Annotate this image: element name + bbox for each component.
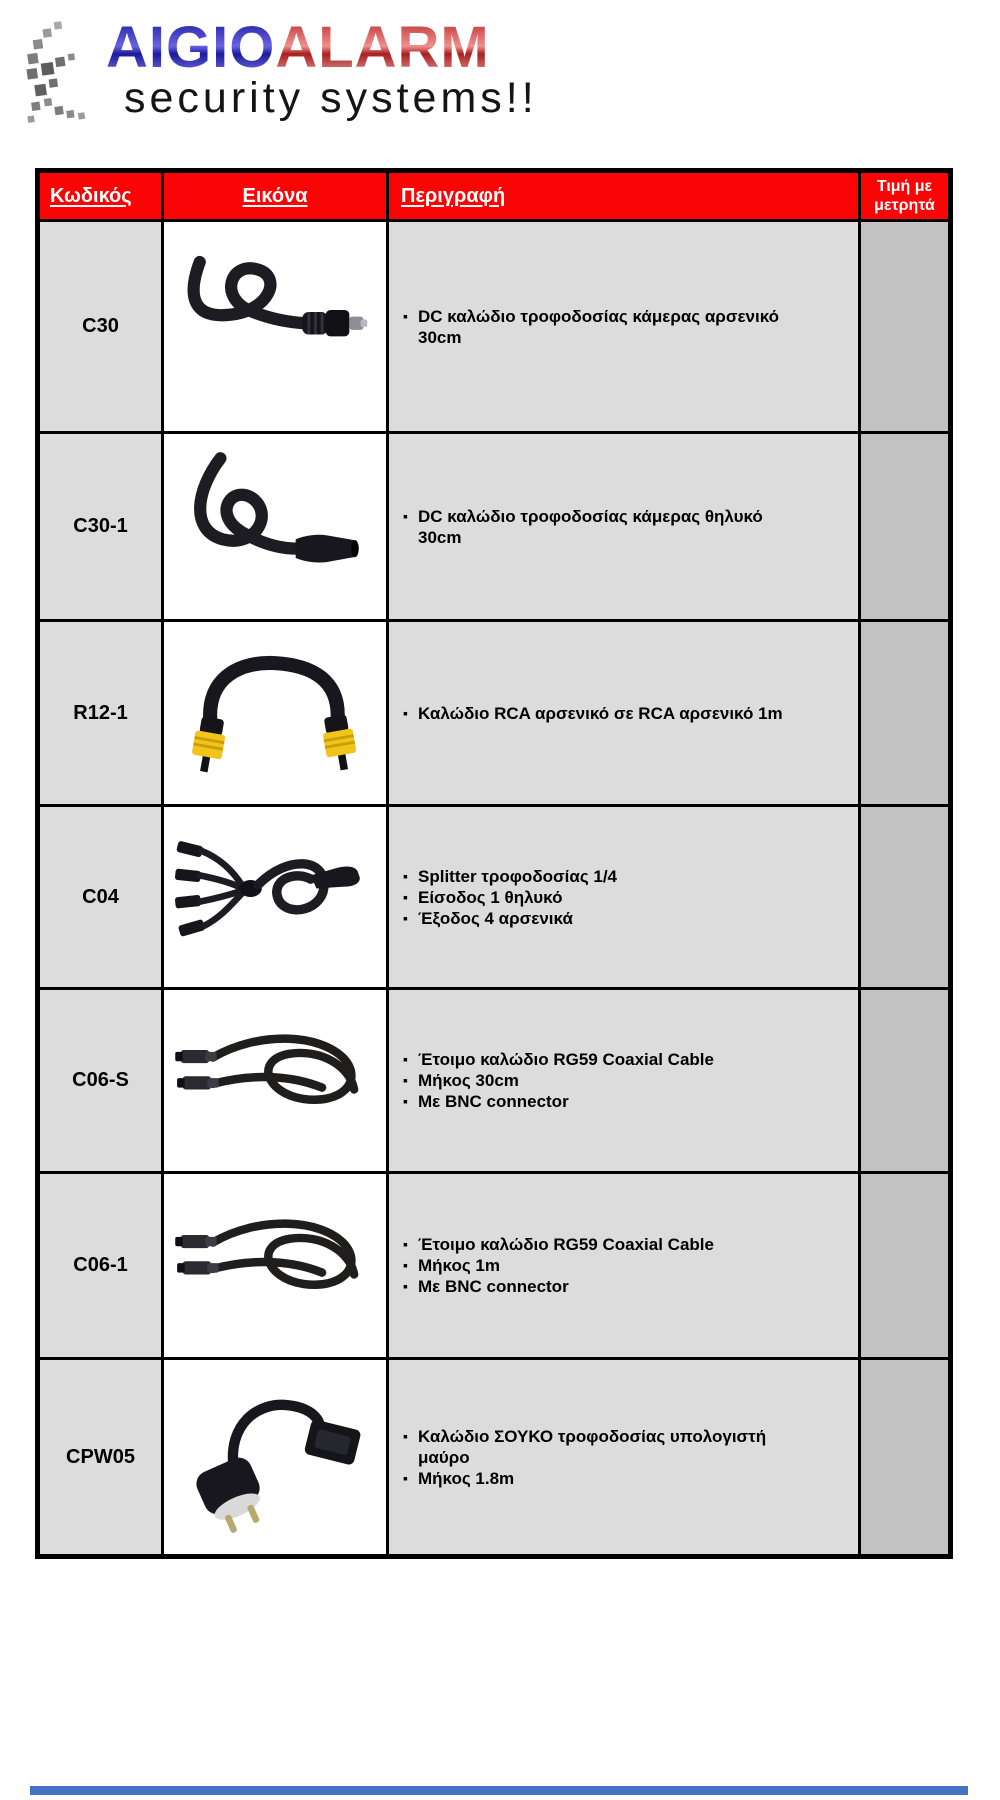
table-header	[38, 171, 951, 221]
table-row	[38, 1359, 951, 1557]
product-description-cell	[388, 221, 860, 433]
description-bullet: ▪ DC καλώδιο τροφοδοσίας κάμερας αρσενικό 30cm	[403, 306, 801, 348]
brand-primary: AIGIO	[106, 15, 276, 80]
bnc-coax-cable-image	[169, 1186, 381, 1346]
description-bullet: ▪ DC καλώδιο τροφοδοσίας κάμερας θηλυκό 30cm	[403, 506, 801, 548]
product-code-cell	[38, 1359, 163, 1557]
product-description-cell	[388, 806, 860, 989]
table-row	[38, 806, 951, 989]
product-code: C04	[82, 885, 119, 908]
product-image-cell	[163, 1173, 388, 1359]
product-image-cell	[163, 806, 388, 989]
description-bullet: ▪ Splitter τροφοδοσίας 1/4	[403, 866, 801, 887]
products-table	[35, 168, 953, 1559]
power-splitter-cable-image	[169, 817, 381, 977]
column-header-price: Τιμή με μετρητά	[860, 171, 951, 221]
product-price-cell	[860, 806, 951, 989]
product-code: C30-1	[73, 515, 128, 537]
brand-tagline: security systems!!	[124, 74, 538, 122]
schuko-power-cord-image	[169, 1377, 381, 1537]
product-description-cell	[388, 1359, 860, 1557]
product-image-cell	[163, 621, 388, 806]
product-price-cell	[860, 621, 951, 806]
product-code: C30	[82, 315, 119, 337]
rca-cable-image	[169, 633, 381, 793]
product-code-cell	[38, 433, 163, 621]
product-description-cell	[388, 433, 860, 621]
product-description	[403, 306, 801, 348]
description-bullet: ▪ Μήκος 30cm	[403, 1070, 801, 1091]
product-code-cell	[38, 621, 163, 806]
product-image-cell	[163, 1359, 388, 1557]
product-code-cell	[38, 221, 163, 433]
product-description	[403, 703, 801, 724]
product-price-cell	[860, 433, 951, 621]
product-image-cell	[163, 221, 388, 433]
description-bullet: ▪ Έτοιμο καλώδιο RG59 Coaxial Cable	[403, 1234, 801, 1255]
description-bullet: ▪ Καλώδιο RCA αρσενικό σε RCA αρσενικό 1m	[403, 703, 801, 724]
product-description-cell	[388, 621, 860, 806]
product-price-cell	[860, 221, 951, 433]
product-code: CPW05	[66, 1445, 135, 1468]
table-row	[38, 1173, 951, 1359]
column-header-description: Περιγραφή	[388, 171, 860, 221]
table-body	[38, 221, 951, 1557]
description-bullet: ▪ Είσοδος 1 θηλυκό	[403, 887, 801, 908]
bnc-coax-cable-image	[169, 1001, 381, 1161]
column-header-code: Κωδικός	[38, 171, 163, 221]
product-image-cell	[163, 989, 388, 1173]
dc-male-cable-image	[169, 247, 381, 407]
table-row	[38, 433, 951, 621]
description-bullet: ▪ Με BNC connector	[403, 1276, 801, 1297]
description-bullet: ▪ Έξοδος 4 αρσενικά	[403, 908, 801, 929]
product-price-cell	[860, 1173, 951, 1359]
description-bullet: ▪ Μήκος 1.8m	[403, 1468, 801, 1489]
brand-name	[106, 15, 538, 80]
product-code: C06-1	[73, 1254, 128, 1276]
product-description-cell	[388, 1173, 860, 1359]
product-description	[403, 1234, 801, 1297]
product-description-cell	[388, 989, 860, 1173]
product-price-cell	[860, 1359, 951, 1557]
bottom-accent-bar	[30, 1786, 968, 1795]
description-bullet: ▪ Με BNC connector	[403, 1091, 801, 1112]
description-bullet: ▪ Μήκος 1m	[403, 1255, 801, 1276]
product-description	[403, 866, 801, 929]
product-code-cell	[38, 806, 163, 989]
product-description	[403, 1049, 801, 1112]
column-header-image: Εικόνα	[163, 171, 388, 221]
table-row	[38, 621, 951, 806]
product-description	[403, 1426, 801, 1489]
product-code: R12-1	[73, 701, 128, 724]
product-description	[403, 506, 801, 548]
description-bullet: ▪ Έτοιμο καλώδιο RG59 Coaxial Cable	[403, 1049, 801, 1070]
product-price-cell	[860, 989, 951, 1173]
product-image-cell	[163, 433, 388, 621]
description-bullet: ▪ Καλώδιο ΣΟΥΚΟ τροφοδοσίας υπολογιστή μαύρο	[403, 1426, 801, 1468]
header-row	[38, 171, 951, 221]
product-code-cell	[38, 1173, 163, 1359]
dc-female-cable-image	[169, 447, 381, 607]
table-row	[38, 989, 951, 1173]
table-row	[38, 221, 951, 433]
pinwheel-logo-icon	[14, 18, 108, 130]
logo-text	[106, 15, 538, 123]
product-code: C06-S	[72, 1069, 129, 1091]
brand-secondary: ALARM	[275, 15, 490, 80]
product-code-cell	[38, 989, 163, 1173]
